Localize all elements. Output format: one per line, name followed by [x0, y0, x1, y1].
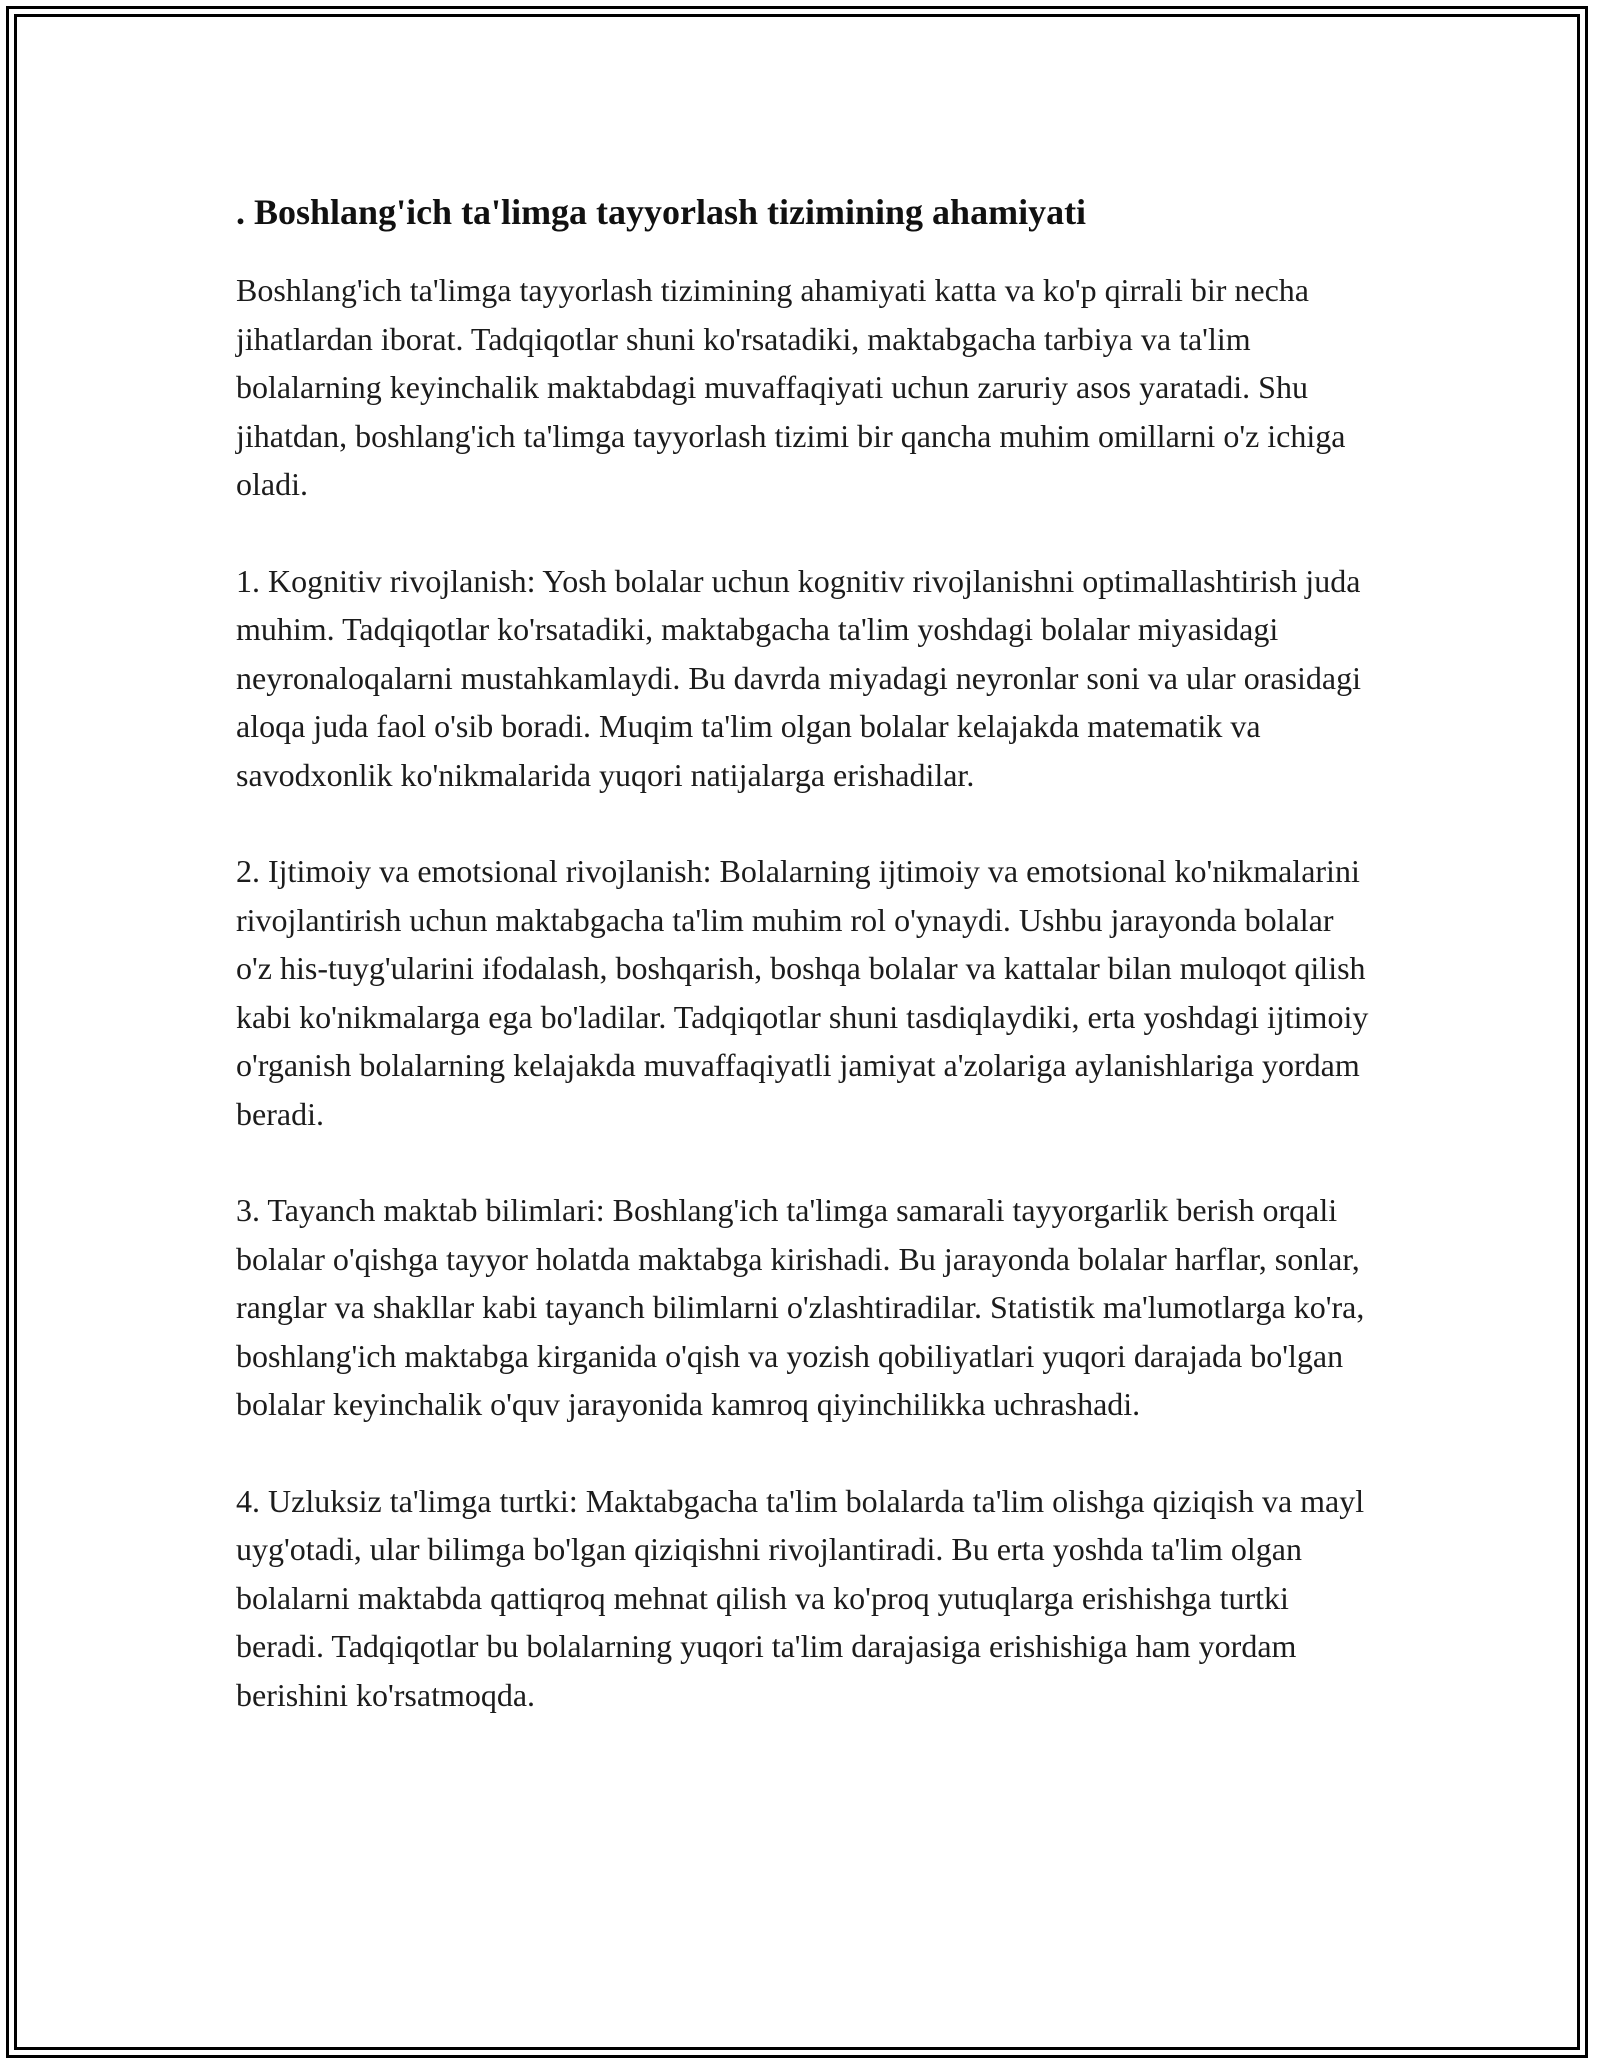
- intro-paragraph: Boshlang'ich ta'limga tayyorlash tizimining ahamiyati katta va ko'p qirrali bir necha jihatlardan iborat. Tadqiqotlar shuni ko'rsatadiki, maktabgacha tarbiya va ta'lim bolalarning keyinchalik maktabdagi muvaffaqiyati uchun zaruriy asos yaratadi. Shu jihatdan, boshlang'ich ta'limga tayyorlash tizimi bir qancha muhim omillarni o'z ichiga oladi.: [236, 272, 1346, 502]
- document-title: . Boshlang'ich ta'limga tayyorlash tizimining ahamiyati: [236, 192, 1087, 232]
- paragraph-social-emotional-development: 2. Ijtimoiy va emotsional rivojlanish: Bolalarning ijtimoiy va emotsional ko'nikmalarini rivojlantirish uchun maktabgacha ta'lim muhim rol o'ynaydi. Ushbu jarayonda bolalar o'z his-tuyg'ularini ifodalash, boshqarish, boshqa bolalar va kattalar bilan muloqot qilish kabi ko'nikmalarga ega bo'ladilar. Tadqiqotlar shuni tasdiqlaydiki, erta yoshdagi ijtimoiy o'rganish bolalarning kelajakda muvaffaqiyatli jamiyat a'zolariga aylanishlariga yordam beradi.: [236, 853, 1369, 1132]
- paragraph-lifelong-learning-motivation: 4. Uzluksiz ta'limga turtki: Maktabgacha ta'lim bolalarda ta'lim olishga qiziqish va mayl uyg'otadi, ular bilimga bo'lgan qiziqishni rivojlantiradi. Bu erta yoshda ta'lim olgan bolalarni maktabda qattiqroq mehnat qilish va ko'proq yutuqlarga erishishga turtki beradi. Tadqiqotlar bu bolalarning yuqori ta'lim darajasiga erishishiga ham yordam berishini ko'rsatmoqda.: [236, 1482, 1365, 1713]
- paragraph-basic-school-knowledge: 3. Tayanch maktab bilimlari: Boshlang'ich ta'limga samarali tayyorgarlik berish orqali bolalar o'qishga tayyor holatda maktabga kirishadi. Bu jarayonda bolalar harflar, sonlar, ranglar va shakllar kabi tayanch bilimlarni o'zlashtiradilar. Statistik ma'lumotlarga ko'ra, boshlang'ich maktabga kirganida o'qish va yozish qobiliyatlari yuqori darajada bo'lgan bolalar keyinchalik o'quv jarayonida kamroq qiyinchilikka uchrashadi.: [236, 1192, 1365, 1422]
- paragraph-cognitive-development: 1. Kognitiv rivojlanish: Yosh bolalar uchun kognitiv rivojlanishni optimallashtirish juda muhim. Tadqiqotlar ko'rsatadiki, maktabgacha ta'lim yoshdagi bolalar miyasidagi neyronaloqalarni mustahkamlaydi. Bu davrda miyadagi neyronlar soni va ular orasidagi aloqa juda faol o'sib boradi. Muqim ta'lim olgan bolalar kelajakda matematik va savodxonlik ko'nikmalarida yuqori natijalarga erishadilar.: [236, 562, 1361, 793]
- document-body: [236, 188, 1376, 1767]
